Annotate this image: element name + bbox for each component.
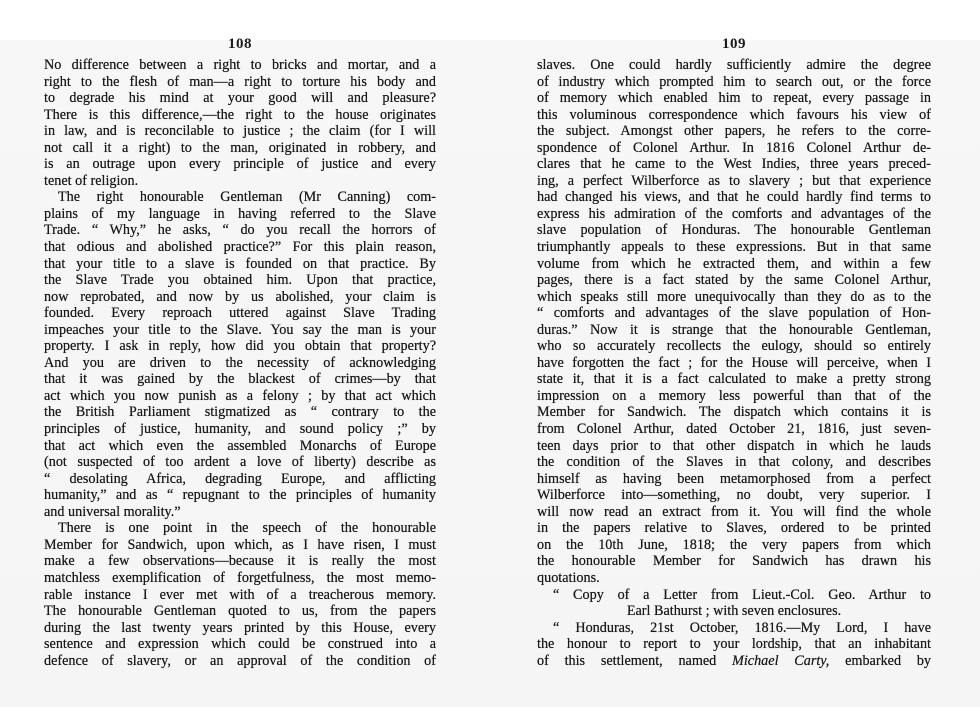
text-line: the condition of the Slaves in that colony, and describes [537, 454, 931, 471]
text-line: “ Honduras, 21st October, 1816.—My Lord, I have [553, 619, 931, 636]
text-line: who so accurately recollects the eulogy, should so entirely [537, 338, 931, 355]
text-line: matchless exemplification of forgetfulness, the most memo- [44, 569, 436, 586]
text-line: plains of my language in having referred to the Slave [44, 205, 436, 222]
text-line: slave population of Honduras. The honourable Gentleman [537, 222, 931, 239]
text-line: teen days prior to that other dispatch in which he lauds [537, 437, 931, 454]
text-line: that act which even the assembled Monarchs of Europe [44, 437, 436, 454]
text-line: slaves. One could hardly sufficiently admire the degree [537, 57, 931, 73]
text-line: that your title to a slave is founded on that practice. By [44, 255, 436, 272]
text-line: that it was gained by the blackest of crimes—by that [44, 371, 436, 388]
text-line: on the 10th June, 1818; the very papers from which [537, 536, 931, 553]
letter-title-line: Earl Bathurst ; with seven enclosures. [626, 603, 842, 620]
text-line: impression on a memory less powerful than that of the [537, 387, 931, 404]
text-line: ing, a perfect Wilberforce as to slavery ; but that experience [537, 172, 931, 189]
text-line: which speaks still more unequivocally than they do as to the [537, 288, 931, 305]
text-line: duras.” Now it is strange that the honourable Gentleman, [537, 321, 931, 338]
left-page [44, 0, 436, 707]
text-line: impeaches your title to the Slave. You say the man is your [44, 321, 436, 338]
text-line: Wilberforce into—something, no doubt, very superior. I [537, 487, 931, 504]
text-line: “ comforts and advantages of the slave population of Hon- [537, 305, 931, 322]
text-line: not call it a right) to the man, originated in robbery, and [44, 139, 436, 156]
text-line: the British Parliament stigmatized as “ contrary to the [44, 404, 436, 421]
text-line: principles of justice, humanity, and sound policy ;” by [44, 421, 436, 438]
text-line: had changed his views, and that he could hardly find terms to [537, 189, 931, 206]
text-line: from Colonel Arthur, dated October 21, 1816, just seven- [537, 421, 931, 438]
text-line: and universal morality.” [44, 503, 181, 520]
text-line: now reprobated, and now by us abolished, your claim is [44, 288, 436, 305]
text-line: property. I ask in reply, how did you obtain that property? [44, 338, 436, 355]
page-number: 109 [722, 36, 746, 52]
text-line: The honourable Gentleman quoted to us, from the papers [44, 603, 436, 620]
text-fragment: of this settlement, named [537, 652, 717, 669]
text-fragment: embarked by [845, 652, 932, 669]
text-line: of memory which enabled him to repeat, every passage in [537, 90, 931, 107]
text-line: No difference between a right to bricks and mortar, and a [44, 57, 436, 73]
text-line: sentence and expression which could be construed into a [44, 636, 436, 653]
text-line-final [537, 653, 931, 670]
text-line: the honour to report to your lordship, that an inhabitant [537, 636, 931, 653]
text-line: quotations. [537, 569, 600, 586]
page-number: 108 [228, 36, 252, 52]
text-line: (not suspected of too ardent a love of liberty) describe as [44, 454, 436, 471]
person-name: Michael Carty, [732, 652, 830, 669]
text-line: express his admiration of the comforts and advantages of the [537, 205, 931, 222]
text-line: “ desolating Africa, degrading Europe, and afflicting [44, 470, 436, 487]
right-page [537, 0, 931, 707]
text-line: the subject. Amongst other papers, he refers to the corre- [537, 123, 931, 140]
text-line: The right honourable Gentleman (Mr Canning) com- [58, 189, 436, 206]
text-line: state it, that it is a fact calculated to make a pretty strong [537, 371, 931, 388]
text-line: will now read an extract from it. You will find the whole [537, 503, 931, 520]
text-line: have forgotten the fact ; for the House will perceive, when I [537, 354, 931, 371]
text-line: pages, there is a fact stated by the same Colonel Arthur, [537, 272, 931, 289]
text-line: There is one point in the speech of the honourable [58, 520, 436, 537]
text-line: triumphantly appeals to these expressions. But in that same [537, 239, 931, 256]
text-line: of industry which prompted him to search out, or the force [537, 73, 931, 90]
text-line: in the papers relative to Slaves, ordered to be printed [537, 520, 931, 537]
text-line: to degrade his mind at your good will and pleasure? [44, 90, 436, 107]
text-line: clares that he came to the West Indies, three years preced- [537, 156, 931, 173]
text-line: act which you now punish as a felony ; by that act which [44, 387, 436, 404]
text-line: rable instance I ever met with of a treacherous memory. [44, 586, 436, 603]
text-line: tenet of religion. [44, 172, 139, 189]
letter-title-line: “ Copy of a Letter from Lieut.-Col. Geo. Arthur to [553, 586, 931, 603]
text-line: There is this difference,—the right to the house originates [44, 106, 436, 123]
text-line: the Slave Trade you obtained him. Upon that practice, [44, 272, 436, 289]
text-line: that odious and abolished practice?” For this plain reason, [44, 239, 436, 256]
text-line: defence of slavery, or an approval of the condition of [44, 652, 436, 669]
text-line: right to the flesh of man—a right to torture his body and [44, 73, 436, 90]
text-line: make a few observations—because it is really the most [44, 553, 436, 570]
text-line: is an outrage upon every principle of justice and every [44, 156, 436, 173]
text-line: founded. Every reproach uttered against Slave Trading [44, 305, 436, 322]
text-line: volume from which he extracted them, and within a few [537, 255, 931, 272]
text-line: this voluminous correspondence which favours his view of [537, 106, 931, 123]
page-text [44, 57, 436, 669]
text-line: humanity,” and as “ repugnant to the principles of humanity [44, 487, 436, 504]
page-text [537, 57, 931, 669]
text-line: And you are driven to the necessity of acknowledging [44, 354, 436, 371]
text-line: Member for Sandwich, upon which, as I have risen, I must [44, 536, 436, 553]
text-line: during the last twenty years printed by this House, every [44, 619, 436, 636]
text-line: Trade. “ Why,” he asks, “ do you recall the horrors of [44, 222, 436, 239]
text-line: the honourable Member for Sandwich has drawn his [537, 553, 931, 570]
text-line: himself as having been metamorphosed from a perfect [537, 470, 931, 487]
text-line: in law, and is reconcilable to justice ; the claim (for I will [44, 123, 436, 140]
text-line: spondence of Colonel Arthur. In 1816 Colonel Arthur de- [537, 139, 931, 156]
text-line: Member for Sandwich. The dispatch which contains it is [537, 404, 931, 421]
